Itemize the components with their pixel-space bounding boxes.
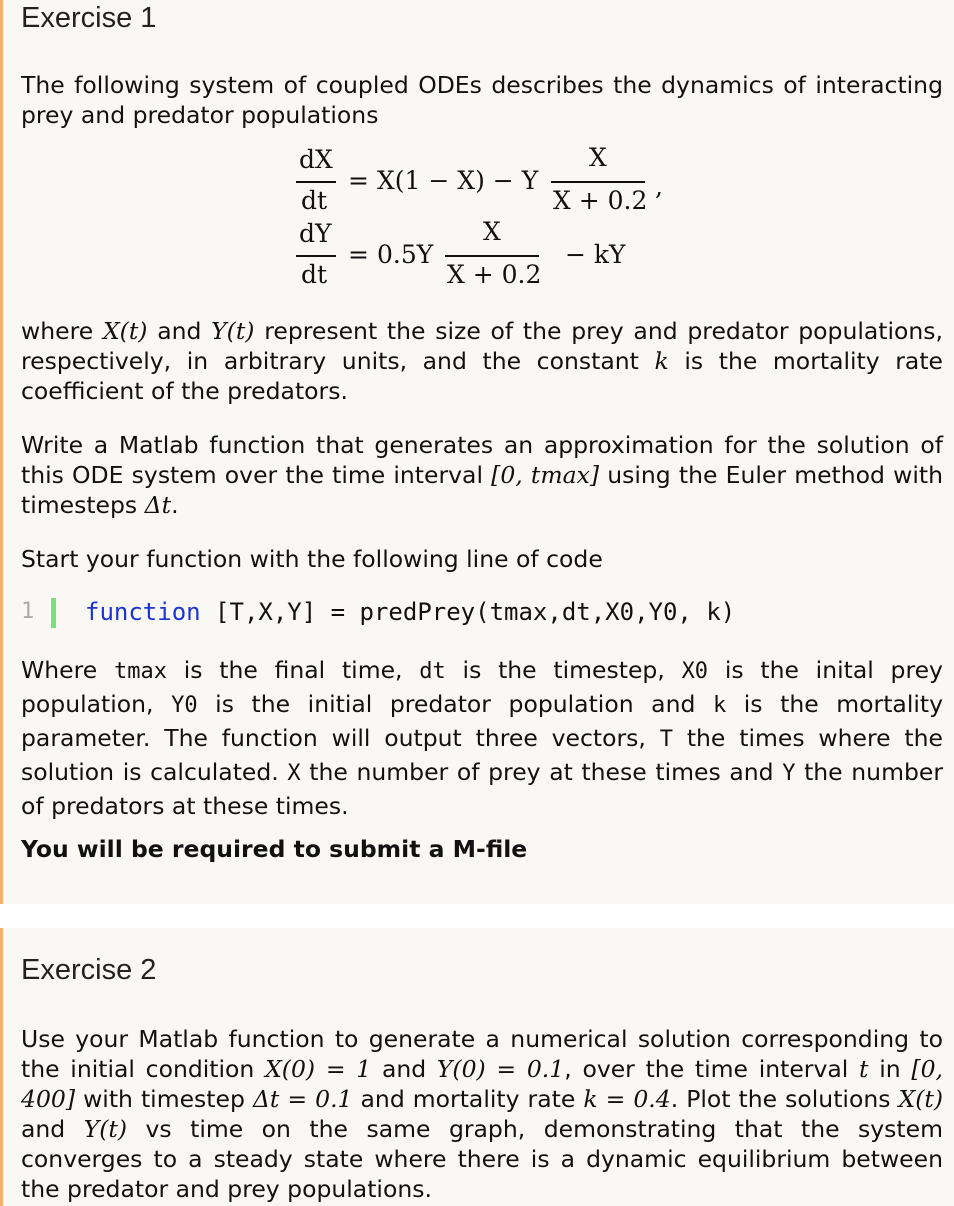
math-y-of-t-2: Y(t) — [83, 1115, 127, 1143]
code-keyword: function — [85, 598, 201, 626]
math-interval-400: [0, 400] — [21, 1055, 943, 1113]
eq1-frac-bar — [551, 181, 645, 183]
eq2-lhs-fraction-bar — [296, 255, 336, 257]
eq2-lhs-numerator: dY — [299, 219, 332, 248]
code-y0: Y0 — [171, 693, 198, 718]
description-paragraph — [21, 654, 943, 822]
submit-note: You will be required to submit a M-file — [21, 835, 528, 863]
write-paragraph — [21, 430, 943, 520]
code-signature: [T,X,Y] = predPrey(tmax,dt,X0,Y0, k) — [200, 598, 736, 626]
math-timestep: Δt = 0.1 — [252, 1085, 353, 1113]
code-tmax: tmax — [113, 659, 167, 684]
eq2-frac-numerator: X — [483, 217, 501, 246]
desc-text-4: is the inital prey population, — [21, 656, 943, 718]
write-text-3: . — [171, 491, 179, 519]
eq1-lhs-denominator: dt — [301, 186, 328, 215]
eq2-equals: = — [348, 240, 369, 269]
ex2-text-1: Use your Matlab function to generate a numerical solution corresponding to the initial condition — [21, 1025, 943, 1083]
eq2-lhs-denominator: dt — [301, 260, 328, 289]
ex2-text-4: in — [868, 1055, 912, 1083]
ex2-text-2: and — [371, 1055, 437, 1083]
write-text-2: using the Euler method with timesteps — [21, 461, 943, 519]
code-k: k — [712, 693, 727, 718]
math-x0-eq: X(0) = 1 — [265, 1055, 372, 1083]
where-text-2: and — [147, 317, 212, 345]
eq1-comma: , — [655, 172, 663, 201]
ex2-text-8: and — [21, 1115, 84, 1143]
ex2-text-3: , over the time interval — [564, 1055, 860, 1083]
math-t: t — [859, 1055, 869, 1083]
desc-text-7: the times where the solution is calculated. — [21, 724, 944, 786]
code-line — [21, 596, 941, 632]
where-text-4: is the mortality rate coefficient of the predators. — [21, 347, 943, 405]
desc-text-1: Where — [21, 656, 114, 684]
code-x: X — [287, 761, 301, 786]
desc-text-3: is the timestep, — [445, 656, 682, 684]
code-text — [85, 598, 735, 626]
ex2-text-7: . Plot the solutions — [670, 1085, 899, 1113]
desc-text-9: the number of predators at these times. — [21, 758, 943, 820]
line-number: 1 — [21, 599, 35, 624]
exercise-2-title: Exercise 2 — [21, 954, 157, 986]
eq2-frac-denominator: X + 0.2 — [447, 260, 542, 289]
where-paragraph — [21, 316, 943, 406]
desc-text-2: is the final time, — [166, 656, 420, 684]
eq1-lhs-numerator: dX — [299, 145, 333, 174]
math-k: k — [654, 347, 669, 375]
eq1-equals: = — [348, 166, 369, 195]
math-k-value: k = 0.4 — [583, 1085, 671, 1113]
exercise-2-card — [0, 928, 954, 1206]
where-text-3: represent the size of the prey and predator populations, respectively, in arbitrary units, and the constant — [21, 317, 943, 375]
math-interval: [0, tmax] — [491, 461, 600, 489]
write-text-1: Write a Matlab function that generates an approximation for the solution of this ODE system over the time interval — [21, 431, 943, 489]
math-x-of-t: X(t) — [102, 317, 148, 345]
eq1-rhs: X(1 − X) − Y — [377, 166, 539, 195]
ex2-text-5: with timestep — [75, 1085, 253, 1113]
eq1-frac-denominator: X + 0.2 — [553, 186, 648, 215]
desc-text-8: the number of prey at these times and — [300, 758, 783, 786]
math-x-of-t-2: X(t) — [898, 1085, 944, 1113]
eq2-rhs: 0.5Y — [377, 240, 434, 269]
intro-text: The following system of coupled ODEs describes the dynamics of interacting prey and predator populations — [21, 71, 943, 129]
math-y0-eq: Y(0) = 0.1 — [436, 1055, 565, 1083]
ex2-text-6: and mortality rate — [352, 1085, 584, 1113]
exercise-1-title: Exercise 1 — [21, 2, 157, 34]
eq1-lhs-fraction-bar — [296, 181, 336, 183]
eq1-frac-numerator: X — [589, 143, 607, 172]
eq2-frac-bar — [445, 255, 539, 257]
where-text-1: where — [21, 317, 103, 345]
desc-text-6: is the mortality parameter. The function will output three vectors, — [21, 690, 943, 752]
math-y-of-t: Y(t) — [211, 317, 255, 345]
code-x0: X0 — [681, 659, 709, 684]
math-delta-t: Δt — [144, 491, 172, 519]
eq2-tail: − kY — [565, 240, 626, 269]
line-gutter-bar — [51, 598, 56, 628]
code-y: Y — [782, 761, 796, 786]
code-dt: dt — [419, 659, 446, 684]
exercise-2-body — [21, 1024, 943, 1204]
ex2-text-9: vs time on the same graph, demonstrating that the system converges to a steady state where there is a dynamic equilibrium between the predator and prey populations. — [21, 1115, 943, 1203]
desc-text-5: is the initial predator population and — [197, 690, 713, 718]
code-t: T — [659, 727, 673, 752]
start-text: Start your function with the following line of code — [21, 545, 603, 573]
